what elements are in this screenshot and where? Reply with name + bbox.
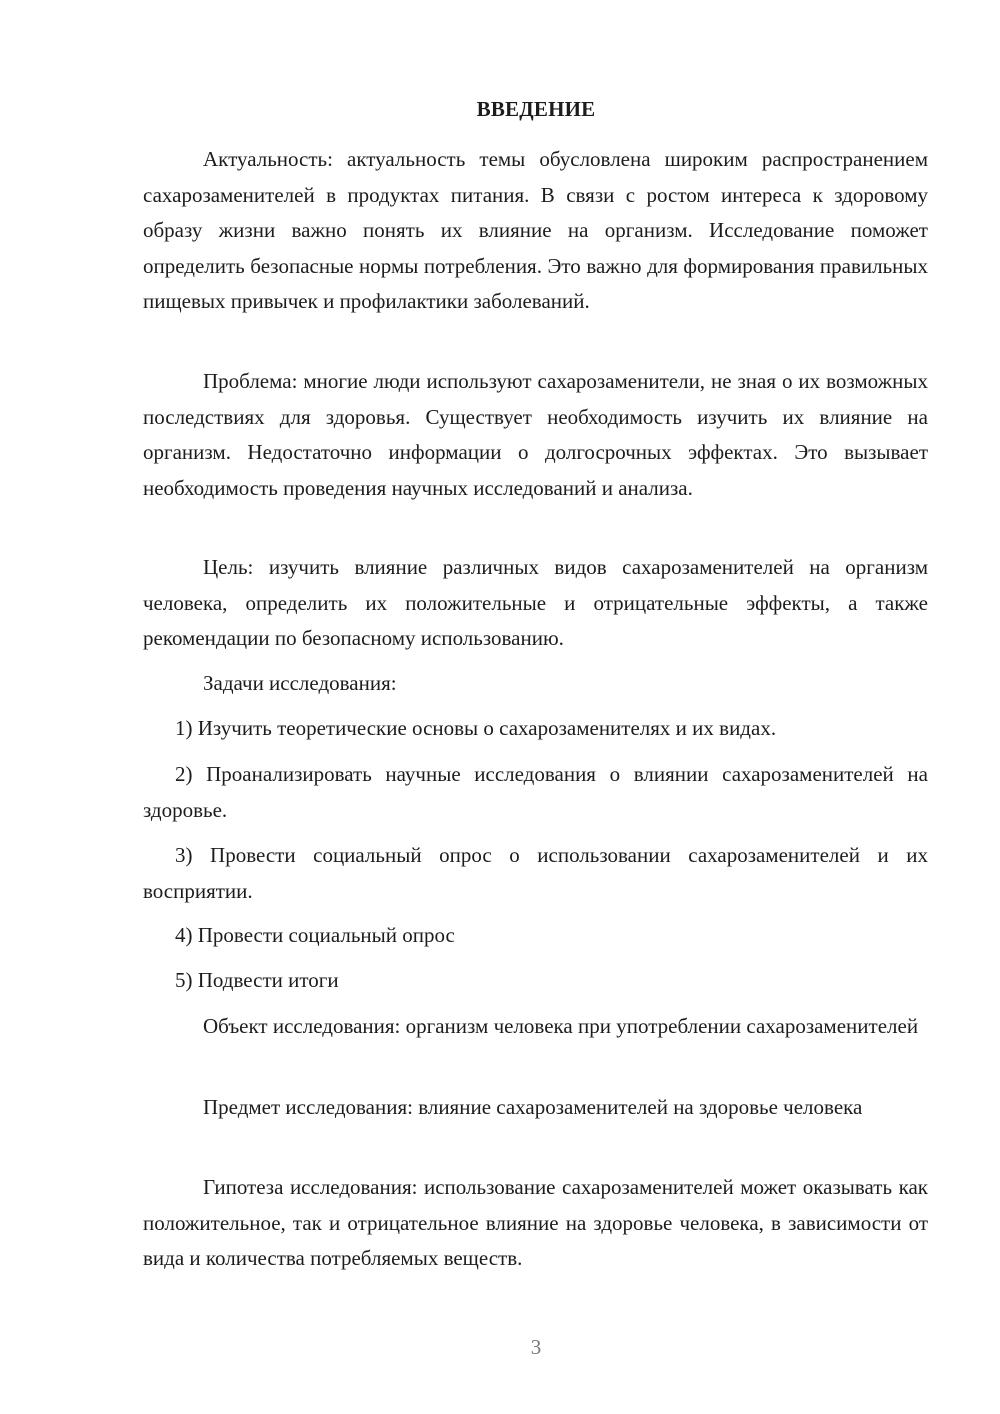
- tasks-heading: Задачи исследования:: [203, 671, 397, 695]
- paragraph-goal: Цель: изучить влияние различных видов сахарозаменителей на организм человека, определить их положительные и отрицательные эффекты, а также рекомендации по безопасному использованию.: [143, 555, 928, 650]
- page-number: 3: [530, 1335, 542, 1359]
- task-item-1: 1) Изучить теоретические основы о сахарозаменителях и их видах.: [175, 716, 777, 740]
- task-item-3: 3) Провести социальный опрос о использовании сахарозаменителей и их восприятии.: [143, 843, 928, 903]
- task-item-5: 5) Подвести итоги: [175, 968, 339, 992]
- task-item-2: 2) Проанализировать научные исследования о влиянии сахарозаменителей на здоровье.: [143, 762, 928, 822]
- paragraph-subject: Предмет исследования: влияние сахарозаменителей на здоровье человека: [203, 1095, 863, 1119]
- paragraph-relevance: Актуальность: актуальность темы обусловлена широким распространением сахарозаменителей в продуктах питания. В связи с ростом интереса к здоровому образу жизни важно понять их влияние на организм. Исследование поможет определить безопасные нормы потребления. Это важно для формирования правильных пищевых привычек и профилактики заболеваний.: [143, 147, 928, 313]
- task-item-4: 4) Провести социальный опрос: [175, 923, 455, 947]
- paragraph-object: Объект исследования: организм человека при употреблении сахарозаменителей: [203, 1014, 919, 1038]
- paragraph-problem: Проблема: многие люди используют сахарозаменители, не зная о их возможных последствиях для здоровья. Существует необходимость изучить их влияние на организм. Недостаточно информации о долгосрочных эффектах. Это вызывает необходимость проведения научных исследований и анализа.: [143, 369, 928, 500]
- section-title: ВВЕДЕНИЕ: [476, 97, 596, 121]
- paragraph-hypothesis: Гипотеза исследования: использование сахарозаменителей может оказывать как положительное, так и отрицательное влияние на здоровье человека, в зависимости от вида и количества потребляемых веществ.: [143, 1175, 928, 1270]
